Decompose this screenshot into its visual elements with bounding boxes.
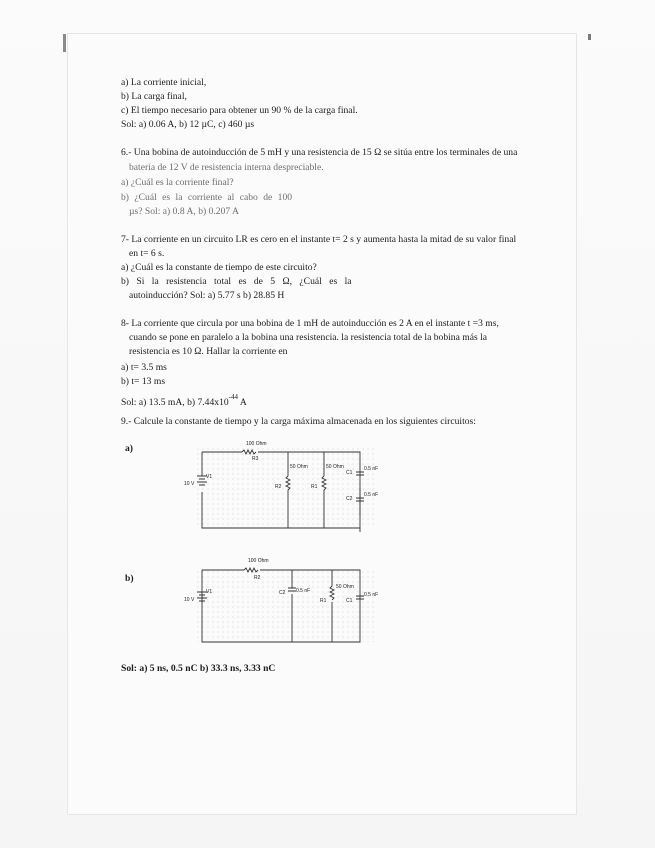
problem-6-line-3: a) ¿Cuál es la corriente final? — [121, 177, 234, 188]
c1-value: 0.5 nF — [364, 466, 379, 472]
solution-8-text — [121, 391, 247, 409]
r1-value: 50 Ohm — [326, 464, 344, 470]
r3-value: 100 Ohm — [246, 441, 267, 447]
r2-value: 50 Ohm — [290, 464, 308, 470]
c1-name: C1 — [346, 470, 353, 476]
v1-value: 10 V — [184, 481, 195, 487]
circuit-b-diagram — [182, 556, 392, 646]
problem-7-line-2: en t= 6 s. — [129, 248, 165, 259]
grid-background — [194, 568, 374, 642]
grid-background — [194, 448, 374, 528]
solution-5-text: Sol: a) 0.06 A, b) 12 µC, c) 460 µs — [121, 119, 255, 130]
problem-8-item-b: b) t= 13 ms — [121, 376, 166, 387]
circuit-a-label: a) — [125, 443, 133, 454]
c2-name: C2 — [279, 590, 286, 596]
c2-name: C2 — [346, 496, 353, 502]
problem-8-item-a: a) t= 3.5 ms — [121, 362, 167, 373]
item-b-text: b) La carga final, — [121, 91, 187, 102]
c2-value: 0.5 nF — [364, 492, 379, 498]
problem-7-line-1: 7- La corriente en un circuito LR es cero en el instante t= 2 s y aumenta hasta la mitad de su valor final — [121, 234, 517, 245]
r1-name: R1 — [320, 598, 327, 604]
c2-value: 0.5 nF — [296, 588, 311, 594]
problem-6-line-2: batería de 12 V de resistencia interna despreciable. — [129, 162, 324, 173]
problem-7-line-3: a) ¿Cuál es la constante de tiempo de este circuito? — [121, 262, 317, 273]
r2-name: R2 — [254, 575, 261, 581]
problem-6-line-4: b) ¿Cuál es la corriente al cabo de 100 — [121, 192, 293, 203]
r1-name: R1 — [311, 484, 318, 490]
item-a-text: a) La corriente inicial, — [121, 77, 207, 88]
problem-6-line-5: µs? Sol: a) 0.8 A, b) 0.207 A — [129, 206, 239, 217]
solution-8-unit: A — [238, 397, 247, 408]
problem-8-line-3: resistencia es 10 Ω. Hallar la corriente en — [129, 346, 288, 357]
problem-7-line-4: b) Si la resistencia total es de 5 Ω, ¿Cuál es la — [121, 276, 352, 287]
circuit-a-diagram — [182, 438, 392, 536]
r1-value: 50 Ohm — [336, 584, 354, 590]
solution-9-text: Sol: a) 5 ns, 0.5 nC b) 33.3 ns, 3.33 nC — [121, 663, 276, 674]
solution-8-exponent: -44 — [228, 393, 239, 401]
problem-8-line-1: 8- La corriente que circula por una bobina de 1 mH de autoinducción es 2 A en el instante t =3 ms, — [121, 318, 499, 329]
v1-value: 10 V — [184, 597, 195, 603]
problem-9-text: 9.- Calcule la constante de tiempo y la carga máxima almacenada en los siguientes circuitos: — [121, 416, 476, 427]
v1-name: V1 — [206, 589, 213, 595]
r2-value: 100 Ohm — [248, 558, 269, 564]
r2-name: R2 — [275, 484, 282, 490]
solution-8-main: Sol: a) 13.5 mA, b) 7.44x10 — [121, 397, 229, 408]
scan-edge-mark — [588, 34, 591, 40]
c1-value: 0.5 nF — [364, 592, 379, 598]
c1-name: C1 — [346, 598, 353, 604]
r3-name: R3 — [252, 456, 259, 462]
problem-8-line-2: cuando se pone en paralelo a la bobina una resistencia. la resistencia total de la bobina más la — [129, 332, 488, 343]
problem-6-line-1: 6.- Una bobina de autoinducción de 5 mH y una resistencia de 15 Ω se sitúa entre los terminales de una — [121, 147, 518, 158]
v1-name: V1 — [206, 474, 213, 480]
item-c-text: c) El tiempo necesario para obtener un 90 % de la carga final. — [121, 105, 358, 116]
scan-edge-mark — [63, 34, 66, 52]
problem-7-line-5: autoinducción? Sol: a) 5.77 s b) 28.85 H — [129, 290, 285, 301]
circuit-b-label: b) — [125, 573, 134, 584]
